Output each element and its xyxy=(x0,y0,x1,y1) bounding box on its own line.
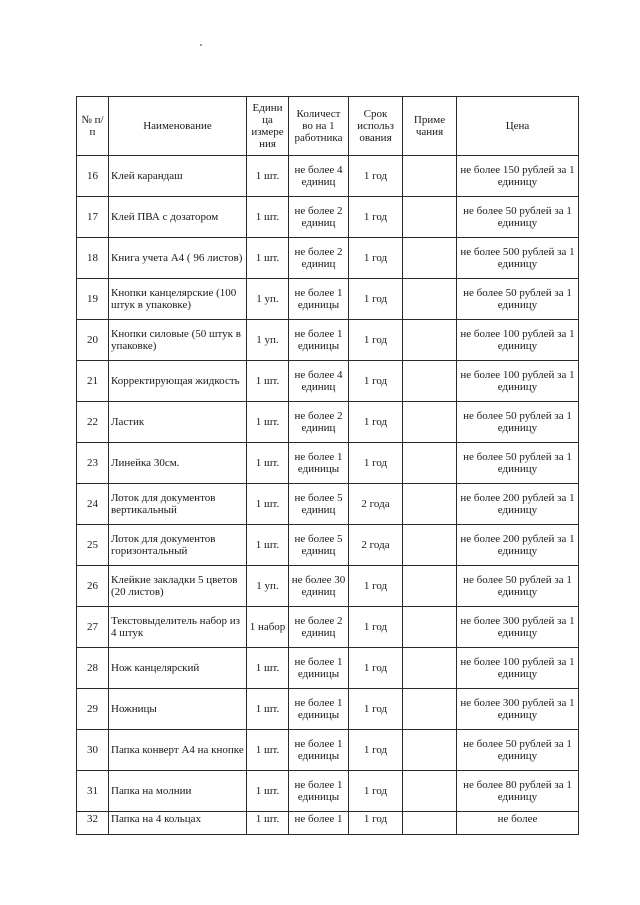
cell-unit: 1 шт. xyxy=(247,525,289,566)
cell-qty: не более 1 единицы xyxy=(289,689,349,730)
header-qty: Количест во на 1 работника xyxy=(289,97,349,156)
cell-unit: 1 шт. xyxy=(247,156,289,197)
cell-qty: не более 1 единицы xyxy=(289,443,349,484)
cell-qty: не более 1 единицы xyxy=(289,771,349,812)
cell-name: Папка конверт А4 на кнопке xyxy=(109,730,247,771)
table-row xyxy=(77,402,579,443)
cell-note xyxy=(403,279,457,320)
cell-num: 18 xyxy=(77,238,109,279)
cell-price: не более 50 рублей за 1 единицу xyxy=(457,279,579,320)
cell-num: 29 xyxy=(77,689,109,730)
cell-note xyxy=(403,812,457,835)
cell-num: 28 xyxy=(77,648,109,689)
cell-name: Лоток для документов горизонтальный xyxy=(109,525,247,566)
cell-qty: не более 2 единиц xyxy=(289,402,349,443)
cell-note xyxy=(403,648,457,689)
cell-name: Ластик xyxy=(109,402,247,443)
cell-qty: не более 30 единиц xyxy=(289,566,349,607)
table-row xyxy=(77,730,579,771)
cell-note xyxy=(403,238,457,279)
cell-qty: не более 2 единиц xyxy=(289,197,349,238)
header-num: № п/п xyxy=(77,97,109,156)
cell-note xyxy=(403,525,457,566)
cell-num: 24 xyxy=(77,484,109,525)
table-row xyxy=(77,689,579,730)
cell-unit: 1 шт. xyxy=(247,812,289,835)
table-row xyxy=(77,648,579,689)
cell-unit: 1 шт. xyxy=(247,648,289,689)
cell-price: не более 150 рублей за 1 единицу xyxy=(457,156,579,197)
cell-qty: не более 2 единиц xyxy=(289,607,349,648)
cell-qty: не более 2 единиц xyxy=(289,238,349,279)
cell-price: не более 50 рублей за 1 единицу xyxy=(457,197,579,238)
cell-term: 1 год xyxy=(349,361,403,402)
cell-qty: не более 4 единиц xyxy=(289,156,349,197)
cell-note xyxy=(403,156,457,197)
cell-term: 1 год xyxy=(349,566,403,607)
cell-price: не более 200 рублей за 1 единицу xyxy=(457,525,579,566)
cell-num: 17 xyxy=(77,197,109,238)
cell-qty: не более 5 единиц xyxy=(289,484,349,525)
cell-num: 32 xyxy=(77,812,109,835)
cell-num: 31 xyxy=(77,771,109,812)
cell-term: 1 год xyxy=(349,197,403,238)
cell-note xyxy=(403,484,457,525)
table-row xyxy=(77,607,579,648)
cell-term: 1 год xyxy=(349,730,403,771)
cell-name: Кнопки канцелярские (100 штук в упаковке) xyxy=(109,279,247,320)
cell-name: Папка на молнии xyxy=(109,771,247,812)
cell-num: 21 xyxy=(77,361,109,402)
cell-num: 20 xyxy=(77,320,109,361)
cell-price: не более 50 рублей за 1 единицу xyxy=(457,566,579,607)
cell-term: 1 год xyxy=(349,238,403,279)
cell-price: не более xyxy=(457,812,579,835)
cell-unit: 1 шт. xyxy=(247,197,289,238)
cell-name: Линейка 30см. xyxy=(109,443,247,484)
cell-term: 1 год xyxy=(349,443,403,484)
cell-term: 2 года xyxy=(349,484,403,525)
header-note: Приме чания xyxy=(403,97,457,156)
cell-unit: 1 шт. xyxy=(247,771,289,812)
cell-unit: 1 шт. xyxy=(247,238,289,279)
table-row xyxy=(77,361,579,402)
cell-note xyxy=(403,566,457,607)
cell-unit: 1 шт. xyxy=(247,689,289,730)
cell-name: Текстовыделитель набор из 4 штук xyxy=(109,607,247,648)
cell-price: не более 300 рублей за 1 единицу xyxy=(457,689,579,730)
cell-num: 23 xyxy=(77,443,109,484)
cell-price: не более 50 рублей за 1 единицу xyxy=(457,730,579,771)
cell-num: 19 xyxy=(77,279,109,320)
cell-term: 1 год xyxy=(349,771,403,812)
cell-name: Ножницы xyxy=(109,689,247,730)
cell-unit: 1 уп. xyxy=(247,566,289,607)
table-row xyxy=(77,156,579,197)
cell-qty: не более 1 единицы xyxy=(289,279,349,320)
cell-unit: 1 набор xyxy=(247,607,289,648)
header-name: Наименование xyxy=(109,97,247,156)
table-row xyxy=(77,771,579,812)
cell-qty: не более 1 единицы xyxy=(289,648,349,689)
cell-price: не более 100 рублей за 1 единицу xyxy=(457,648,579,689)
cell-qty: не более 5 единиц xyxy=(289,525,349,566)
cell-price: не более 100 рублей за 1 единицу xyxy=(457,361,579,402)
cell-note xyxy=(403,197,457,238)
cell-name: Книга учета А4 ( 96 листов) xyxy=(109,238,247,279)
cell-unit: 1 шт. xyxy=(247,484,289,525)
header-term: Срок использ ования xyxy=(349,97,403,156)
cell-note xyxy=(403,771,457,812)
cell-name: Нож канцелярский xyxy=(109,648,247,689)
table-row xyxy=(77,443,579,484)
cell-name: Клей карандаш xyxy=(109,156,247,197)
cell-qty: не более 4 единиц xyxy=(289,361,349,402)
cell-note xyxy=(403,361,457,402)
table-row xyxy=(77,484,579,525)
table-row xyxy=(77,566,579,607)
cell-term: 2 года xyxy=(349,525,403,566)
cell-unit: 1 шт. xyxy=(247,402,289,443)
cell-qty: не более 1 единицы xyxy=(289,320,349,361)
cell-unit: 1 шт. xyxy=(247,443,289,484)
cell-unit: 1 шт. xyxy=(247,361,289,402)
cell-note xyxy=(403,402,457,443)
cell-name: Клей ПВА с дозатором xyxy=(109,197,247,238)
table-row xyxy=(77,812,579,835)
cell-num: 22 xyxy=(77,402,109,443)
cell-price: не более 50 рублей за 1 единицу xyxy=(457,402,579,443)
scan-speck xyxy=(200,44,202,46)
cell-term: 1 год xyxy=(349,689,403,730)
cell-note xyxy=(403,443,457,484)
cell-num: 25 xyxy=(77,525,109,566)
cell-name: Лоток для документов вертикальный xyxy=(109,484,247,525)
cell-term: 1 год xyxy=(349,812,403,835)
cell-name: Корректирующая жидкость xyxy=(109,361,247,402)
cell-price: не более 500 рублей за 1 единицу xyxy=(457,238,579,279)
cell-price: не более 100 рублей за 1 единицу xyxy=(457,320,579,361)
supplies-table xyxy=(76,96,579,835)
table-row xyxy=(77,279,579,320)
cell-num: 26 xyxy=(77,566,109,607)
cell-num: 30 xyxy=(77,730,109,771)
cell-num: 16 xyxy=(77,156,109,197)
table-row xyxy=(77,197,579,238)
cell-price: не более 80 рублей за 1 единицу xyxy=(457,771,579,812)
table-header-row xyxy=(77,97,579,156)
cell-term: 1 год xyxy=(349,607,403,648)
cell-name: Кнопки силовые (50 штук в упаковке) xyxy=(109,320,247,361)
cell-term: 1 год xyxy=(349,402,403,443)
cell-term: 1 год xyxy=(349,648,403,689)
cell-note xyxy=(403,689,457,730)
cell-unit: 1 уп. xyxy=(247,279,289,320)
cell-term: 1 год xyxy=(349,320,403,361)
table-row xyxy=(77,320,579,361)
cell-term: 1 год xyxy=(349,156,403,197)
cell-qty: не более 1 xyxy=(289,812,349,835)
cell-num: 27 xyxy=(77,607,109,648)
cell-term: 1 год xyxy=(349,279,403,320)
cell-unit: 1 шт. xyxy=(247,730,289,771)
cell-name: Клейкие закладки 5 цветов (20 листов) xyxy=(109,566,247,607)
cell-unit: 1 уп. xyxy=(247,320,289,361)
cell-price: не более 200 рублей за 1 единицу xyxy=(457,484,579,525)
cell-note xyxy=(403,730,457,771)
header-price: Цена xyxy=(457,97,579,156)
cell-price: не более 50 рублей за 1 единицу xyxy=(457,443,579,484)
cell-note xyxy=(403,607,457,648)
cell-price: не более 300 рублей за 1 единицу xyxy=(457,607,579,648)
table-row xyxy=(77,525,579,566)
cell-note xyxy=(403,320,457,361)
cell-name: Папка на 4 кольцах xyxy=(109,812,247,835)
header-unit: Едини ца измере ния xyxy=(247,97,289,156)
cell-qty: не более 1 единицы xyxy=(289,730,349,771)
table-row xyxy=(77,238,579,279)
